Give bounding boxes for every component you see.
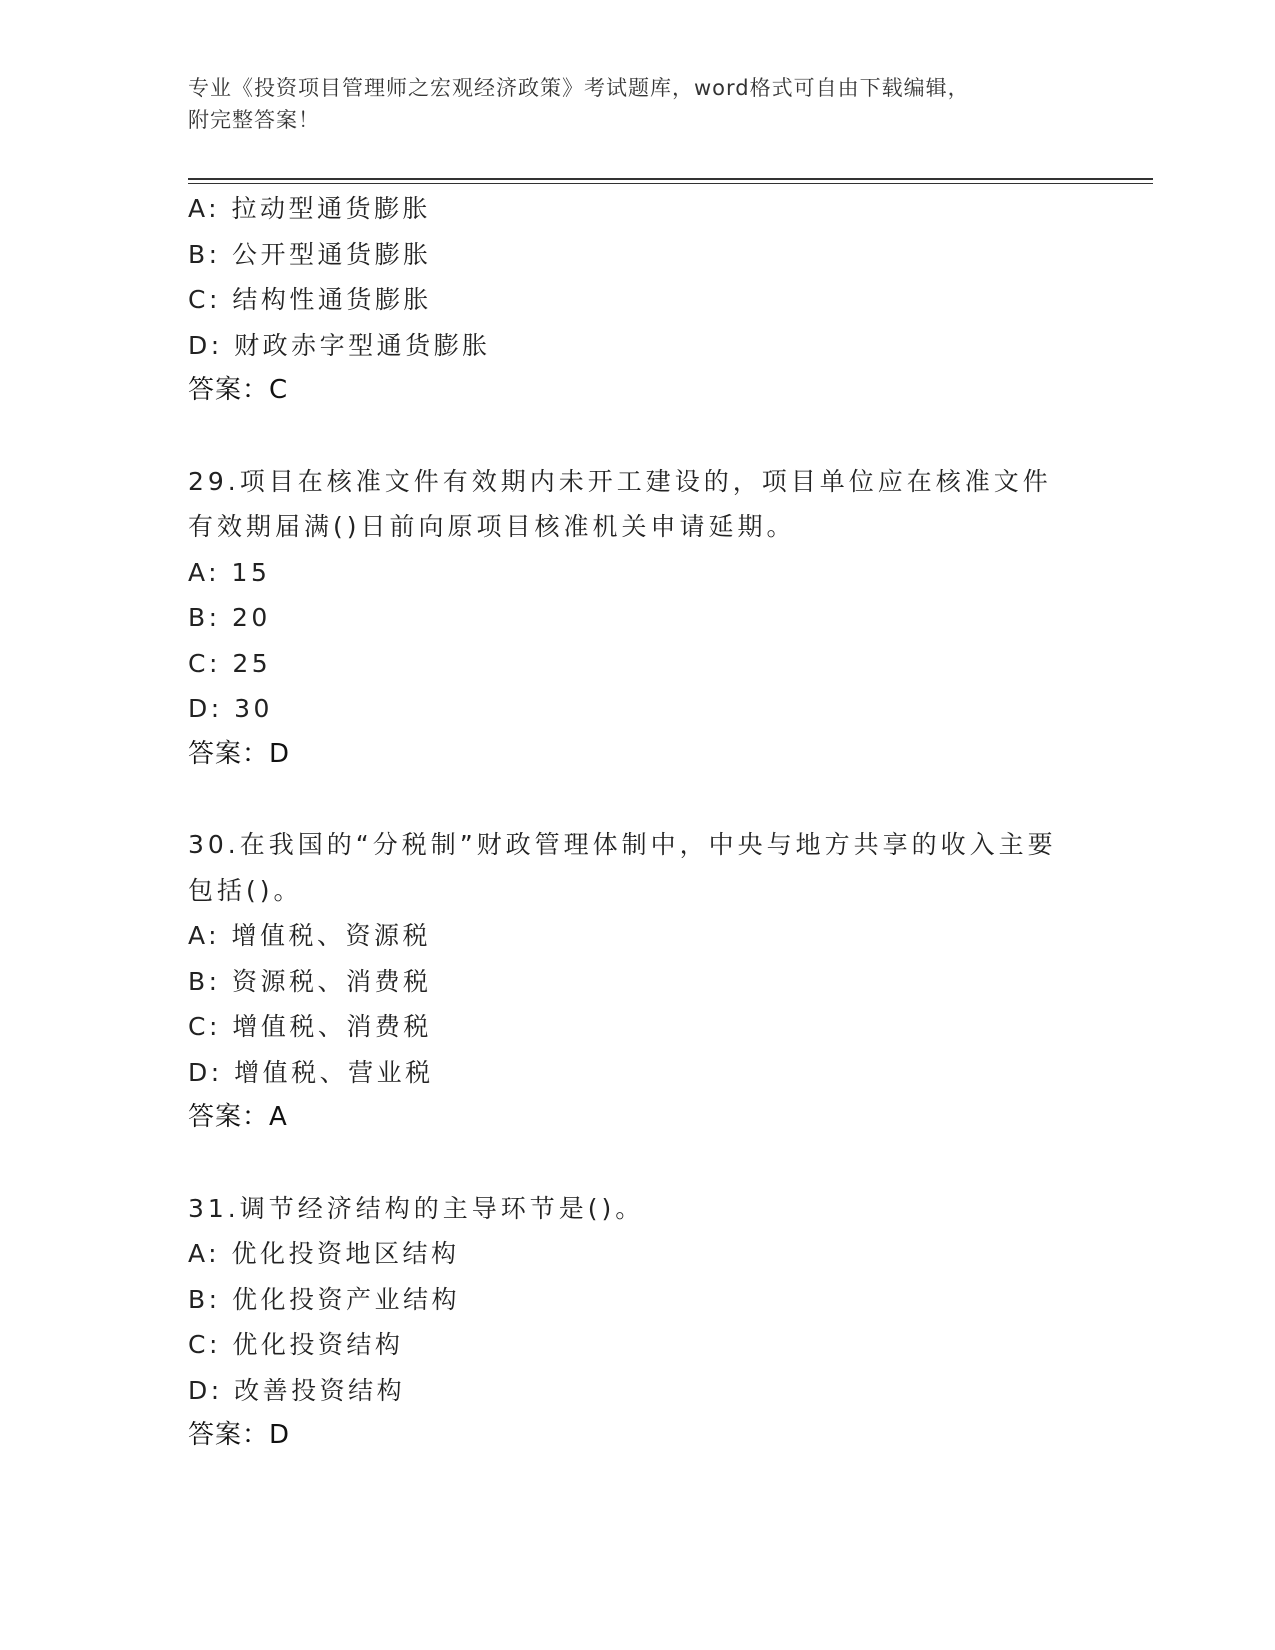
option-b: B: 资源税、消费税 [188, 966, 432, 996]
answer-line: 答案：D [188, 1420, 291, 1450]
option-c: C: 25 [188, 648, 272, 678]
document-header [188, 72, 1088, 136]
option-a: A: 15 [188, 557, 271, 587]
option-d: D: 改善投资结构 [188, 1375, 406, 1405]
header-divider-thick [188, 178, 1153, 180]
option-c: C: 增值税、消费税 [188, 1012, 432, 1041]
question-text: 31.调节经济结构的主导环节是()。 [188, 1193, 645, 1223]
option-a: A: 拉动型通货膨胀 [188, 194, 432, 223]
option-c: C: 结构性通货膨胀 [188, 285, 432, 314]
question-block-29 [188, 459, 1088, 778]
option-b: B: 公开型通货膨胀 [188, 239, 432, 269]
answer-line: 答案：D [188, 738, 291, 769]
option-b: B: 20 [188, 603, 271, 632]
option-a: A: 增值税、资源税 [188, 921, 432, 950]
option-d: D: 30 [188, 694, 273, 723]
question-block-28 [188, 186, 1088, 414]
question-text: 29.项目在核准文件有效期内未开工建设的，项目单位应在核准文件有效期届满()日前向原项目核准机关申请延期。 [188, 466, 1052, 541]
question-list [188, 186, 1088, 1459]
option-c: C: 优化投资结构 [188, 1330, 404, 1359]
header-divider-thin [188, 183, 1153, 184]
question-block-31 [188, 1186, 1088, 1459]
answer-line: 答案：C [188, 375, 289, 405]
header-line-1: 专业《投资项目管理师之宏观经济政策》考试题库，word格式可自由下载编辑， [188, 76, 970, 100]
header-line-2: 附完整答案！ [188, 108, 320, 132]
answer-line: 答案：A [188, 1102, 288, 1132]
spacer [188, 1141, 1088, 1186]
option-d: D: 增值税、营业税 [188, 1057, 434, 1087]
spacer [188, 777, 1088, 822]
option-b: B: 优化投资产业结构 [188, 1284, 461, 1314]
question-text: 30.在我国的“分税制”财政管理体制中，中央与地方共享的收入主要包括()。 [188, 830, 1057, 905]
spacer [188, 414, 1088, 459]
question-block-30 [188, 822, 1088, 1141]
option-a: A: 优化投资地区结构 [188, 1239, 460, 1268]
option-d: D: 财政赤字型通货膨胀 [188, 330, 491, 360]
